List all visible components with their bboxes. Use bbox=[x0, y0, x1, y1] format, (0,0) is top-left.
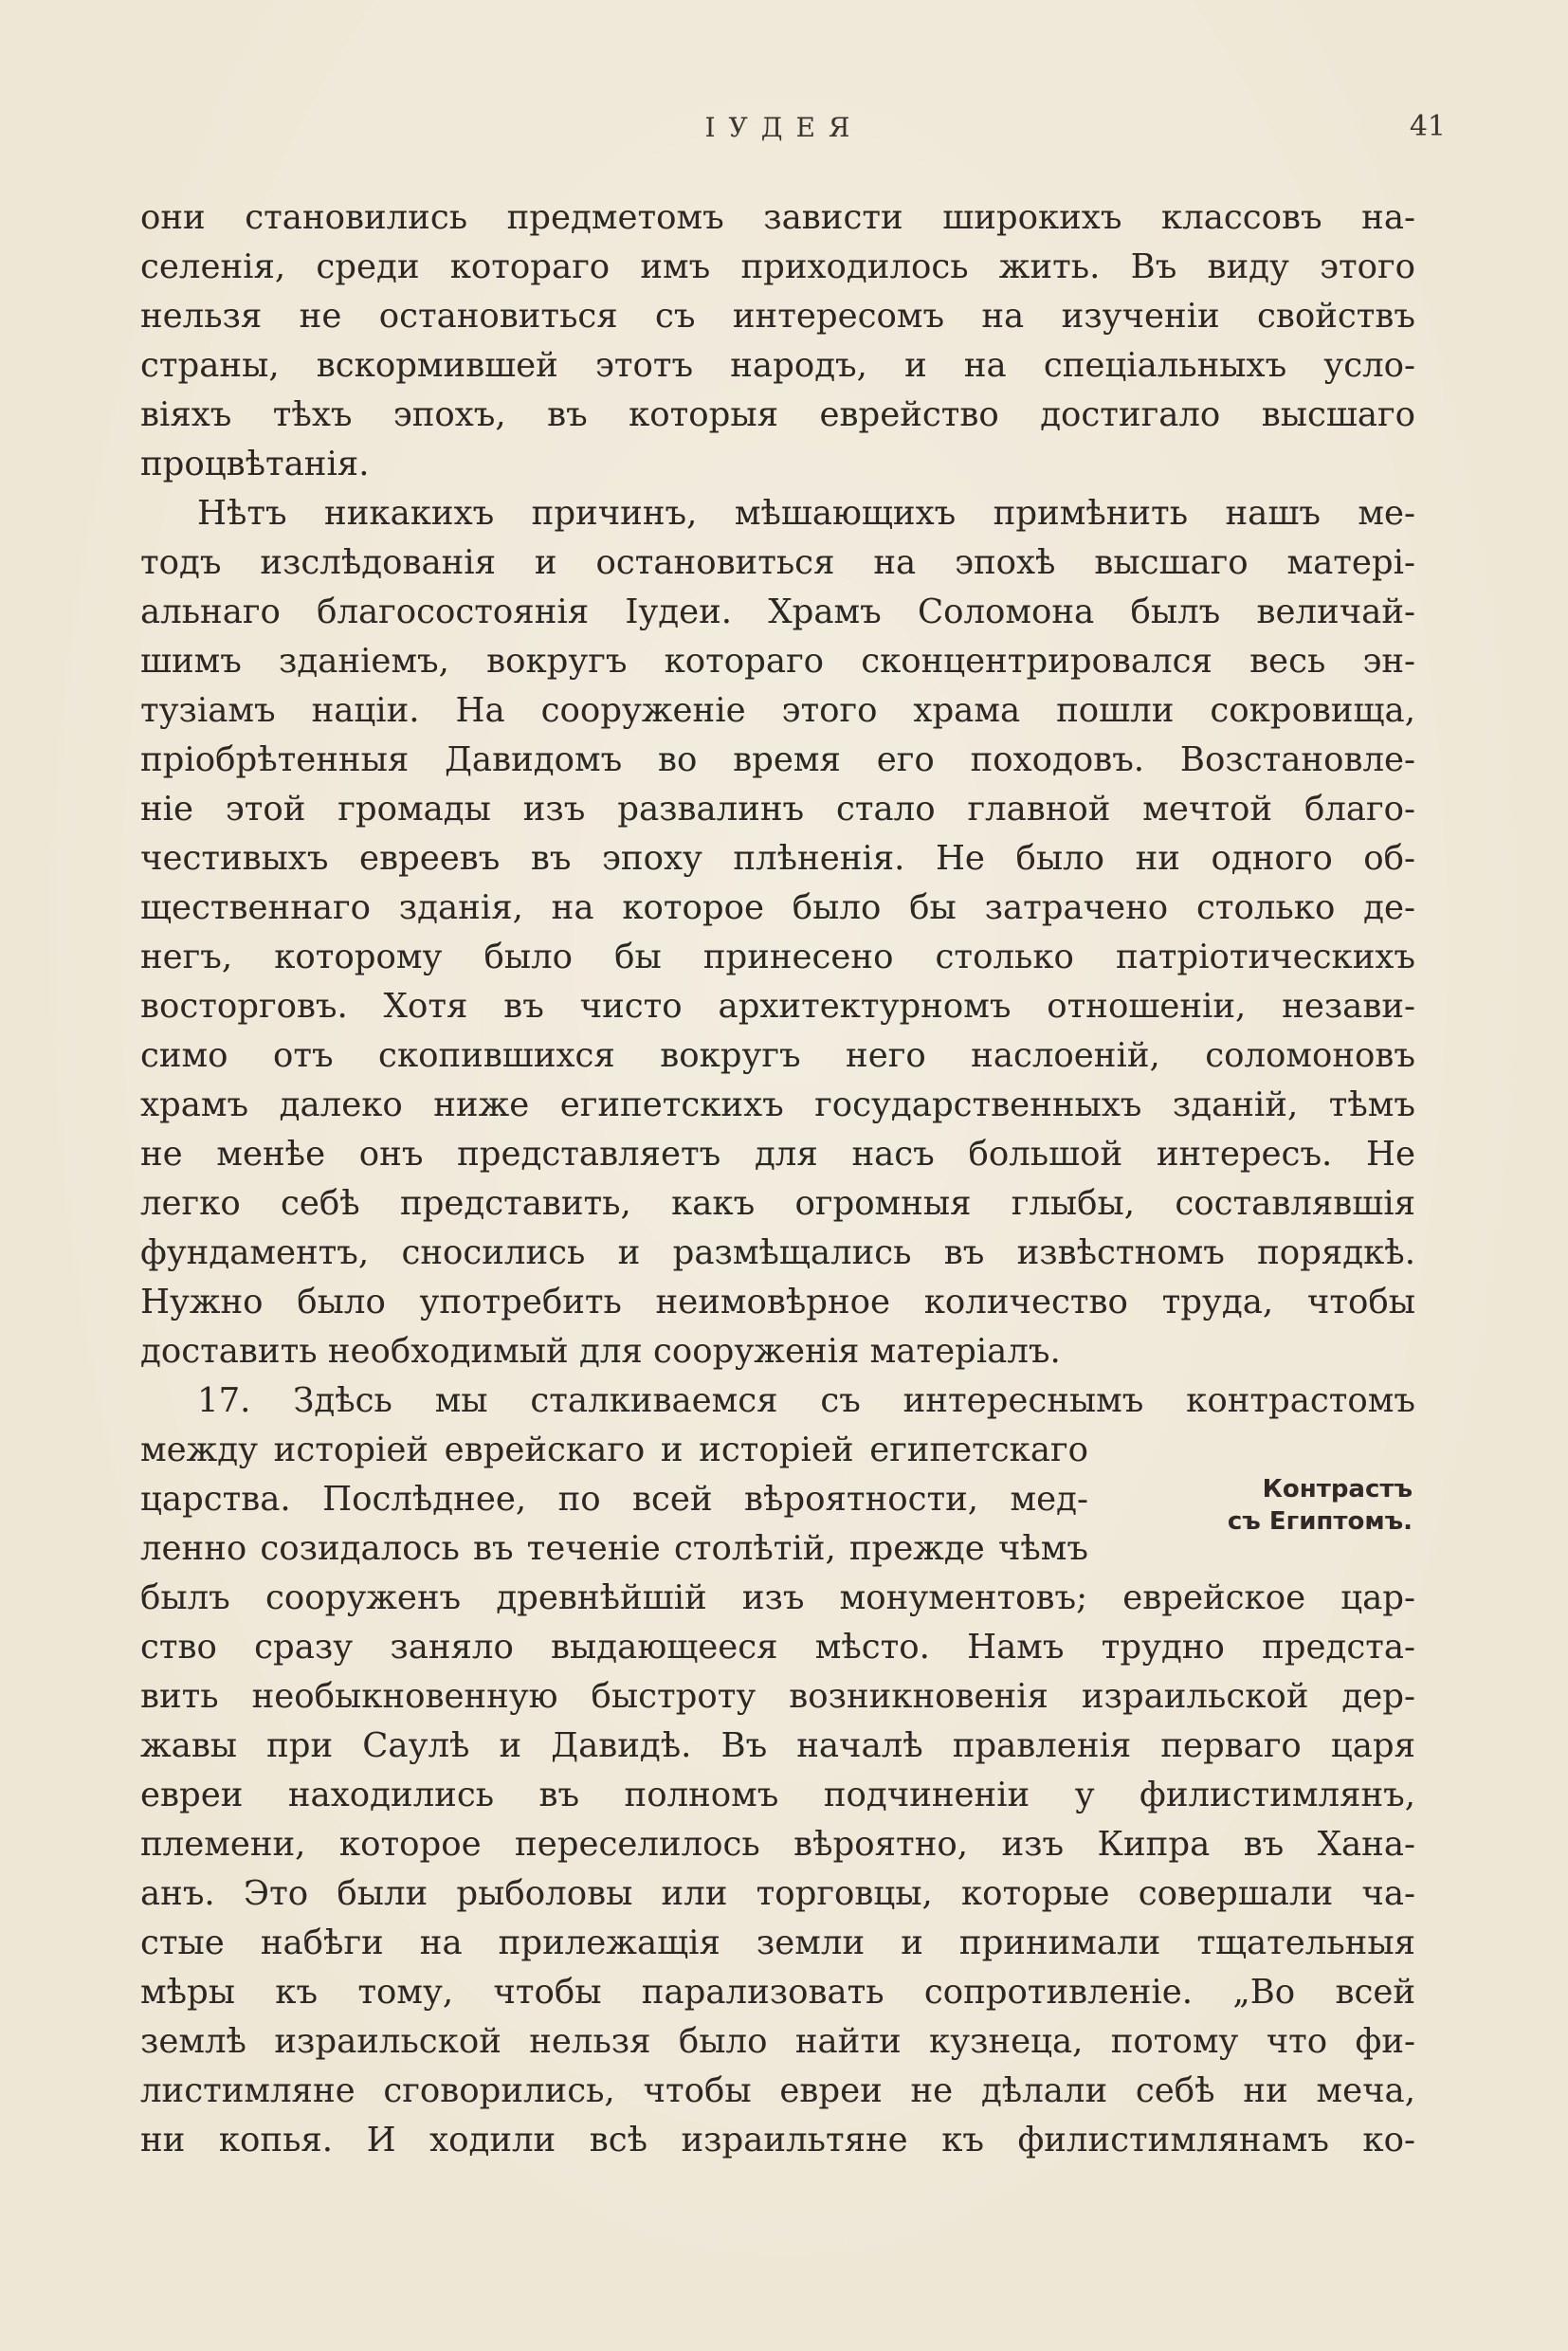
text-line: процвѣтанія. bbox=[140, 445, 370, 483]
text-line: фундаментъ, сносились и размѣщались въ извѣстномъ порядкѣ. bbox=[140, 1233, 1415, 1272]
text-line: Нѣтъ никакихъ причинъ, мѣшающихъ примѣнить нашъ ме- bbox=[197, 494, 1415, 533]
margin-note bbox=[1176, 1473, 1413, 1538]
text-line: евреи находились въ полномъ подчиненіи у филистимлянъ, bbox=[140, 1776, 1415, 1814]
text-line: легко себѣ представить, какъ огромныя глыбы, составлявшія bbox=[140, 1184, 1415, 1223]
text-line: стые набѣги на прилежащія земли и принимали тщательныя bbox=[140, 1923, 1415, 1962]
text-line: племени, которое переселилось вѣроятно, изъ Кипра въ Хана- bbox=[140, 1825, 1415, 1864]
text-line: нельзя не остановиться съ интересомъ на изученіи свойствъ bbox=[140, 297, 1415, 336]
running-title: ІУДЕЯ bbox=[704, 112, 864, 143]
text-line: селенія, среди котораго имъ приходилось жить. Въ виду этого bbox=[140, 247, 1415, 286]
text-line: землѣ израильской нельзя было найти кузнеца, потому что фи- bbox=[140, 2022, 1415, 2061]
text-line: ленно созидалось въ теченіе столѣтій, прежде чѣмъ bbox=[140, 1529, 1088, 1568]
text-line: тодъ изслѣдованія и остановиться на эпохѣ высшаго матері- bbox=[140, 543, 1415, 582]
text-line: 17. Здѣсь мы сталкиваемся съ интереснымъ контрастомъ bbox=[197, 1381, 1415, 1420]
text-line: мѣры къ тому, чтобы парализовать сопротивленіе. „Во всей bbox=[140, 1973, 1415, 2012]
page-number: 41 bbox=[1409, 110, 1446, 143]
text-line: ніе этой громады изъ развалинъ стало главной мечтой благо- bbox=[140, 790, 1415, 829]
text-line: между исторіей еврейскаго и исторіей египетскаго bbox=[140, 1431, 1088, 1469]
text-line: ни копья. И ходили всѣ израильтяне къ филистимлянамъ ко- bbox=[140, 2121, 1415, 2160]
text-line: щественнаго зданія, на которое было бы затрачено столько де- bbox=[140, 888, 1415, 927]
body-text bbox=[140, 193, 1415, 2165]
text-line: доставить необходимый для сооруженія матеріалъ. bbox=[140, 1332, 1061, 1371]
margin-note-line: Контрастъ bbox=[1262, 1475, 1413, 1504]
text-line: ство сразу заняло выдающееся мѣсто. Намъ трудно предста- bbox=[140, 1628, 1415, 1667]
text-line: честивыхъ евреевъ въ эпоху плѣненія. Не было ни одного об- bbox=[140, 839, 1415, 878]
text-line: храмъ далеко ниже египетскихъ государственныхъ зданій, тѣмъ bbox=[140, 1085, 1415, 1124]
text-line: страны, вскормившей этотъ народъ, и на спеціальныхъ усло- bbox=[140, 346, 1415, 385]
text-line: негъ, которому было бы принесено столько патріотическихъ bbox=[140, 938, 1415, 976]
text-line: анъ. Это были рыболовы или торговцы, которые совершали ча- bbox=[140, 1874, 1415, 1913]
text-line: восторговъ. Хотя въ чисто архитектурномъ отношеніи, незави- bbox=[140, 987, 1415, 1026]
text-line: вить необыкновенную быстроту возникновенія израильской дер- bbox=[140, 1677, 1415, 1716]
margin-note-line: съ Египтомъ. bbox=[1227, 1507, 1413, 1536]
text-line: шимъ зданіемъ, вокругъ котораго сконцентрировался весь эн- bbox=[140, 642, 1415, 681]
text-line: они становились предметомъ зависти широкихъ классовъ на- bbox=[140, 198, 1415, 237]
text-line: листимляне сговорились, чтобы евреи не дѣлали себѣ ни меча, bbox=[140, 2071, 1415, 2110]
text-line: жавы при Саулѣ и Давидѣ. Въ началѣ правленія перваго царя bbox=[140, 1726, 1415, 1765]
text-line: царства. Послѣднее, по всей вѣроятности, мед- bbox=[140, 1480, 1088, 1519]
text-line: пріобрѣтенныя Давидомъ во время его походовъ. Возстановле- bbox=[140, 740, 1415, 779]
text-line: симо отъ скопившихся вокругъ него наслоеній, соломоновъ bbox=[140, 1036, 1415, 1075]
text-line: Нужно было употребить неимовѣрное количество труда, чтобы bbox=[140, 1283, 1415, 1321]
text-line: тузіамъ націи. На сооруженіе этого храма пошли сокровища, bbox=[140, 691, 1415, 730]
text-line: віяхъ тѣхъ эпохъ, въ которыя еврейство достигало высшаго bbox=[140, 395, 1415, 434]
text-line: не менѣе онъ представляетъ для насъ большой интересъ. Не bbox=[140, 1135, 1415, 1174]
text-line: альнаго благосостоянія Іудеи. Храмъ Соломона былъ величай- bbox=[140, 592, 1415, 631]
text-line: былъ сооруженъ древнѣйшій изъ монументовъ; еврейское цар- bbox=[140, 1578, 1415, 1617]
